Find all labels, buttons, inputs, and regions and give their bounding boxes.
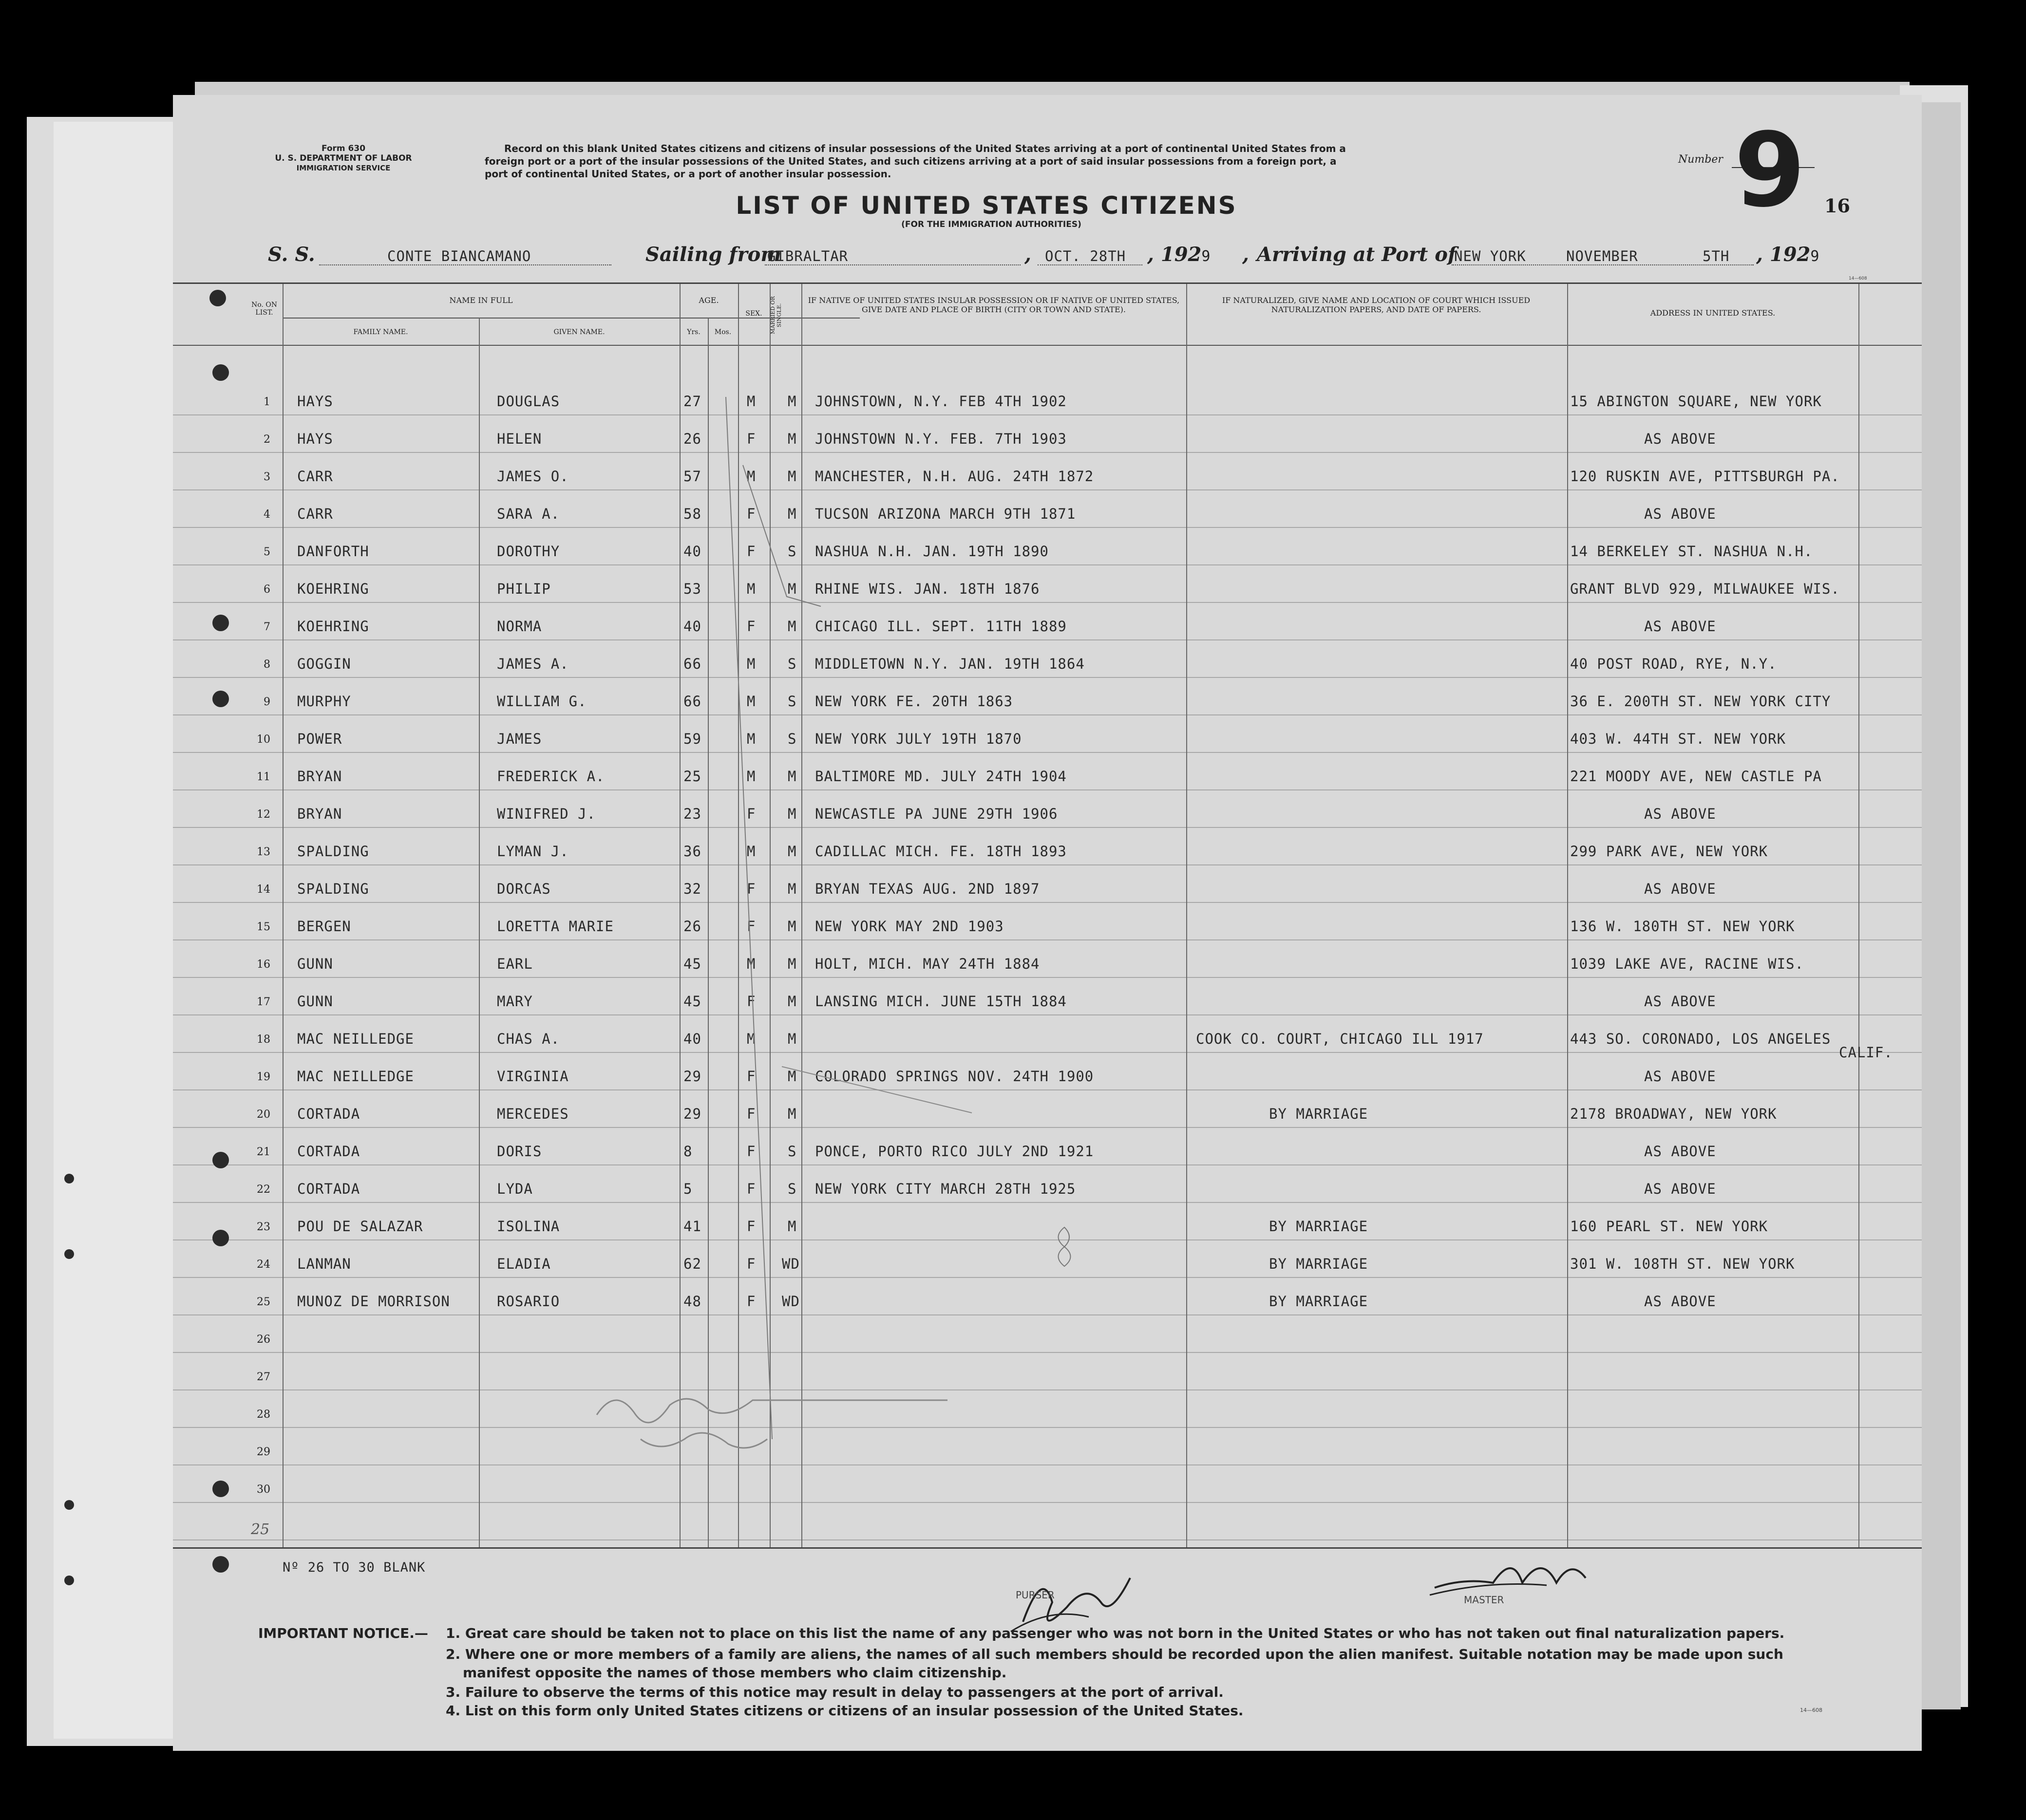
row-number: 16: [257, 958, 270, 971]
birth-info: JOHNSTOWN N.Y. FEB. 7TH 1903: [815, 431, 1067, 447]
punch-hole: [212, 1481, 229, 1497]
given-name: ELADIA: [497, 1256, 551, 1272]
family-name: SPALDING: [297, 881, 369, 897]
birth-info: HOLT, MICH. MAY 24TH 1884: [815, 956, 1040, 972]
row-number: 24: [257, 1258, 270, 1271]
family-name: KOEHRING: [297, 618, 369, 635]
arriving-label: Arriving at Port of: [1257, 243, 1457, 266]
row-number: 4: [264, 508, 270, 521]
family-name: GOGGIN: [297, 656, 351, 672]
sex: F: [747, 1293, 756, 1310]
blank-note: Nº 26 TO 30 BLANK: [283, 1560, 426, 1575]
row-number: 1: [264, 396, 270, 408]
page-title: LIST OF UNITED STATES CITIZENS: [736, 191, 1237, 220]
notice-item-2: 2. Where one or more members of a family are aliens, the names of all such members should be recorded upon the alien manifest. Suitable notation may be made upon such: [446, 1646, 1783, 1662]
sex: F: [747, 1181, 756, 1197]
row-number: 14: [257, 883, 270, 896]
family-name: LANMAN: [297, 1256, 351, 1272]
punch-hole: [212, 1152, 229, 1168]
sex: F: [747, 806, 756, 822]
marital-status: M: [788, 618, 797, 635]
sex: M: [747, 768, 756, 785]
row-number: 23: [257, 1221, 270, 1233]
header-age: AGE.: [699, 296, 719, 305]
family-name: SPALDING: [297, 843, 369, 860]
naturalization-info: BY MARRIAGE: [1269, 1218, 1368, 1235]
row-number: 12: [257, 808, 270, 821]
ss-label: S. S.: [268, 243, 315, 266]
sex: M: [747, 656, 756, 672]
age-years: 62: [683, 1256, 701, 1272]
voyage-line: S. S. CONTE BIANCAMANO Sailing from GIBRALTAR , OCT. 28TH , 1929 , Arriving at Port of NEW YORK NOVEMBER 5TH , 1929: [268, 243, 1819, 266]
sex: F: [747, 1218, 756, 1235]
marital-status: S: [788, 731, 797, 747]
sex: M: [747, 956, 756, 972]
notice-item-2-cont: manifest opposite the names of those members who claim citizenship.: [463, 1665, 1007, 1681]
given-name: DORIS: [497, 1143, 542, 1160]
birth-info: JOHNSTOWN, N.Y. FEB 4TH 1902: [815, 393, 1067, 410]
punch-hole: [212, 615, 229, 631]
arrival-port: NEW YORK: [1454, 248, 1526, 264]
sex: M: [747, 468, 756, 485]
family-name: BRYAN: [297, 768, 342, 785]
page-number: 16: [1824, 195, 1850, 217]
family-name: POWER: [297, 731, 342, 747]
sex: M: [747, 1031, 756, 1047]
given-name: NORMA: [497, 618, 542, 635]
form-number: Form 630: [321, 144, 366, 153]
given-name: VIRGINIA: [497, 1068, 569, 1085]
age-years: 29: [683, 1068, 701, 1085]
sailing-year-digit: 9: [1201, 248, 1211, 265]
family-name: MAC NEILLEDGE: [297, 1068, 414, 1085]
row-number: 19: [257, 1071, 270, 1083]
given-name: JAMES: [497, 731, 542, 747]
given-name: JAMES O.: [497, 468, 569, 485]
given-name: HELEN: [497, 431, 542, 447]
marital-status: M: [788, 581, 797, 597]
us-address: AS ABOVE: [1644, 1143, 1716, 1160]
given-name: LYDA: [497, 1181, 533, 1197]
birth-info: NASHUA N.H. JAN. 19TH 1890: [815, 543, 1049, 560]
birth-info: CHICAGO ILL. SEPT. 11TH 1889: [815, 618, 1067, 635]
notice-item-1: 1. Great care should be taken not to place on this list the name of any passenger who was not born in the United States or who has not taken out final naturalization papers.: [446, 1625, 1785, 1641]
given-name: SARA A.: [497, 506, 560, 522]
naturalization-info: COOK CO. COURT, CHICAGO ILL 1917: [1196, 1031, 1484, 1047]
header-birth: IF NATIVE OF UNITED STATES INSULAR POSSESSION OR IF NATIVE OF UNITED STATES, GIVE DATE AND PLACE OF BIRTH (CITY OR TOWN AND STATE).: [808, 296, 1180, 314]
us-address: AS ABOVE: [1644, 993, 1716, 1010]
age-years: 45: [683, 993, 701, 1010]
marital-status: M: [788, 918, 797, 935]
row-number: 29: [257, 1446, 270, 1458]
sailing-port: GIBRALTAR: [767, 248, 849, 264]
notice-item-4: 4. List on this form only United States citizens or citizens of an insular possession of the United States.: [446, 1703, 1244, 1719]
marital-status: M: [788, 956, 797, 972]
age-years: 26: [683, 918, 701, 935]
us-address: AS ABOVE: [1644, 431, 1716, 447]
sex: F: [747, 881, 756, 897]
arrival-year-prefix: 192: [1769, 243, 1811, 266]
age-years: 40: [683, 543, 701, 560]
given-name: WINIFRED J.: [497, 806, 596, 822]
sailing-date: OCT. 28TH: [1045, 248, 1126, 264]
number-label: Number: [1678, 153, 1723, 166]
age-years: 59: [683, 731, 701, 747]
family-name: KOEHRING: [297, 581, 369, 597]
sailing-year-prefix: 192: [1160, 243, 1202, 266]
marital-status: M: [788, 468, 797, 485]
us-address: AS ABOVE: [1644, 1068, 1716, 1085]
marital-status: S: [788, 1181, 797, 1197]
row-number: 6: [264, 583, 270, 596]
small-form-ref: 14—608: [1849, 276, 1867, 281]
birth-info: RHINE WIS. JAN. 18TH 1876: [815, 581, 1040, 597]
marital-status: M: [788, 881, 797, 897]
birth-info: NEW YORK JULY 19TH 1870: [815, 731, 1022, 747]
naturalization-info: BY MARRIAGE: [1269, 1293, 1368, 1310]
sex: F: [747, 993, 756, 1010]
family-name: CARR: [297, 506, 333, 522]
sailing-from-label: Sailing from: [645, 243, 781, 266]
family-name: CORTADA: [297, 1143, 360, 1160]
header-address: ADDRESS IN UNITED STATES.: [1650, 308, 1776, 318]
marital-status: M: [788, 1106, 797, 1122]
age-years: 26: [683, 431, 701, 447]
row-number: 10: [257, 733, 270, 746]
binder-hole: [64, 1174, 74, 1183]
us-address: 40 POST ROAD, RYE, N.Y.: [1570, 656, 1777, 672]
row-number: 30: [257, 1483, 270, 1496]
marital-status: M: [788, 431, 797, 447]
tally-note: 25: [251, 1521, 270, 1538]
us-address: 160 PEARL ST. NEW YORK: [1570, 1218, 1768, 1235]
marital-status: M: [788, 1068, 797, 1085]
sex: F: [747, 1068, 756, 1085]
birth-info: MANCHESTER, N.H. AUG. 24TH 1872: [815, 468, 1094, 485]
age-years: 40: [683, 618, 701, 635]
marital-status: S: [788, 656, 797, 672]
family-name: GUNN: [297, 956, 333, 972]
punch-hole: [212, 1230, 229, 1246]
row-number: 20: [257, 1108, 270, 1121]
master-label: MASTER: [1464, 1594, 1504, 1606]
us-address: 443 SO. CORONADO, LOS ANGELES: [1570, 1031, 1831, 1047]
us-address: 221 MOODY AVE, NEW CASTLE PA: [1570, 768, 1822, 785]
naturalization-info: BY MARRIAGE: [1269, 1106, 1368, 1122]
us-address: GRANT BLVD 929, MILWAUKEE WIS.: [1570, 581, 1840, 597]
birth-info: TUCSON ARIZONA MARCH 9TH 1871: [815, 506, 1076, 522]
age-years: 29: [683, 1106, 701, 1122]
us-address: 2178 BROADWAY, NEW YORK: [1570, 1106, 1777, 1122]
row-number: 5: [264, 546, 270, 558]
age-years: 53: [683, 581, 701, 597]
header-yrs: Yrs.: [687, 328, 701, 336]
header-naturalized: IF NATURALIZED, GIVE NAME AND LOCATION OF COURT WHICH ISSUED NATURALIZATION PAPERS, AND DATE OF PAPERS.: [1222, 296, 1531, 314]
given-name: DOUGLAS: [497, 393, 560, 410]
notice-item-3: 3. Failure to observe the terms of this notice may result in delay to passengers at the port of arrival.: [446, 1684, 1224, 1700]
family-name: MURPHY: [297, 693, 351, 710]
marital-status: M: [788, 506, 797, 522]
row-number: 2: [264, 433, 270, 446]
given-name: ROSARIO: [497, 1293, 560, 1310]
header-mos: Mos.: [714, 328, 732, 336]
instruction-line-3: port of continental United States, or a port of another insular possession.: [485, 168, 891, 180]
given-name: MERCEDES: [497, 1106, 569, 1122]
marital-status: S: [788, 693, 797, 710]
age-years: 32: [683, 881, 701, 897]
us-address: 120 RUSKIN AVE, PITTSBURGH PA.: [1570, 468, 1840, 485]
birth-info: COLORADO SPRINGS NOV. 24TH 1900: [815, 1068, 1094, 1085]
binder-hole: [64, 1576, 74, 1585]
header-family-name: FAMILY NAME.: [353, 328, 408, 336]
row-number: 26: [257, 1333, 270, 1346]
naturalization-info: BY MARRIAGE: [1269, 1256, 1368, 1272]
us-address: AS ABOVE: [1644, 1181, 1716, 1197]
age-years: 40: [683, 1031, 701, 1047]
ship-name: CONTE BIANCAMANO: [387, 248, 531, 264]
sex: M: [747, 581, 756, 597]
row-number: 21: [257, 1146, 270, 1158]
marital-status: M: [788, 393, 797, 410]
age-years: 45: [683, 956, 701, 972]
row-number: 18: [257, 1033, 270, 1046]
marital-status: WD: [782, 1256, 800, 1272]
birth-info: BRYAN TEXAS AUG. 2ND 1897: [815, 881, 1040, 897]
binder-hole: [64, 1500, 74, 1510]
marital-status: M: [788, 993, 797, 1010]
family-name: MAC NEILLEDGE: [297, 1031, 414, 1047]
marital-status: S: [788, 1143, 797, 1160]
dept-line-1: U. S. DEPARTMENT OF LABOR: [275, 153, 412, 163]
us-address: AS ABOVE: [1644, 506, 1716, 522]
row-number: 25: [257, 1296, 270, 1308]
sex: F: [747, 918, 756, 935]
header-given-name: GIVEN NAME.: [553, 328, 605, 336]
page-subtitle: (FOR THE IMMIGRATION AUTHORITIES): [901, 220, 1081, 229]
row-number: 8: [264, 658, 270, 671]
given-name: CHAS A.: [497, 1031, 560, 1047]
sex: F: [747, 1143, 756, 1160]
birth-info: NEW YORK FE. 20TH 1863: [815, 693, 1013, 710]
us-address: AS ABOVE: [1644, 1293, 1716, 1310]
binder-hole: [64, 1249, 74, 1259]
given-name: FREDERICK A.: [497, 768, 605, 785]
family-name: MUNOZ DE MORRISON: [297, 1293, 450, 1310]
given-name: DORCAS: [497, 881, 551, 897]
us-address: 299 PARK AVE, NEW YORK: [1570, 843, 1768, 860]
birth-info: NEWCASTLE PA JUNE 29TH 1906: [815, 806, 1058, 822]
us-address: 1039 LAKE AVE, RACINE WIS.: [1570, 956, 1804, 972]
given-name: LORETTA MARIE: [497, 918, 614, 935]
birth-info: NEW YORK CITY MARCH 28TH 1925: [815, 1181, 1076, 1197]
row-number: 28: [257, 1408, 270, 1421]
given-name: WILLIAM G.: [497, 693, 587, 710]
marital-status: M: [788, 843, 797, 860]
header-married-single: MARRIED OR SINGLE.: [770, 296, 782, 335]
marital-status: M: [788, 1218, 797, 1235]
family-name: POU DE SALAZAR: [297, 1218, 423, 1235]
birth-info: BALTIMORE MD. JULY 24TH 1904: [815, 768, 1067, 785]
birth-info: MIDDLETOWN N.Y. JAN. 19TH 1864: [815, 656, 1085, 672]
punch-hole: [212, 691, 229, 707]
family-name: CARR: [297, 468, 333, 485]
age-years: 23: [683, 806, 701, 822]
given-name: PHILIP: [497, 581, 551, 597]
row-number: 17: [257, 996, 270, 1008]
sex: M: [747, 393, 756, 410]
sex: M: [747, 843, 756, 860]
punch-hole: [212, 364, 229, 381]
given-name: EARL: [497, 956, 533, 972]
sex: M: [747, 731, 756, 747]
age-years: 25: [683, 768, 701, 785]
sex: M: [747, 693, 756, 710]
header-no: No. ON LIST.: [251, 301, 278, 317]
birth-info: PONCE, PORTO RICO JULY 2ND 1921: [815, 1143, 1094, 1160]
us-address: AS ABOVE: [1644, 618, 1716, 635]
row-number: 15: [257, 921, 270, 933]
age-years: 5: [683, 1181, 693, 1197]
marital-status: M: [788, 768, 797, 785]
age-years: 66: [683, 656, 701, 672]
given-name: JAMES A.: [497, 656, 569, 672]
manifest-page: [173, 95, 1922, 1751]
sex: F: [747, 1256, 756, 1272]
marital-status: WD: [782, 1293, 800, 1310]
birth-info: LANSING MICH. JUNE 15TH 1884: [815, 993, 1067, 1010]
age-years: 36: [683, 843, 701, 860]
us-address: 136 W. 180TH ST. NEW YORK: [1570, 918, 1795, 935]
us-address: 14 BERKELEY ST. NASHUA N.H.: [1570, 543, 1813, 560]
arrival-day: 5TH: [1703, 248, 1730, 264]
row-number: 13: [257, 846, 270, 858]
family-name: HAYS: [297, 431, 333, 447]
notice-heading: IMPORTANT NOTICE.—: [258, 1625, 428, 1641]
given-name: DOROTHY: [497, 543, 560, 560]
sex: F: [747, 431, 756, 447]
instruction-line-2: foreign port or a port of the insular possessions of the United States, and such citizens arriving at a port of said insular possessions from a foreign port, a: [485, 155, 1337, 167]
sex: F: [747, 543, 756, 560]
us-address: 301 W. 108TH ST. NEW YORK: [1570, 1256, 1795, 1272]
purser-label: PURSER: [1016, 1589, 1055, 1601]
dept-line-2: IMMIGRATION SERVICE: [296, 164, 391, 172]
marital-status: M: [788, 806, 797, 822]
family-name: CORTADA: [297, 1181, 360, 1197]
binder-strip-inner: [54, 122, 180, 1739]
family-name: BRYAN: [297, 806, 342, 822]
family-name: GUNN: [297, 993, 333, 1010]
manifest-number: 9: [1734, 111, 1806, 230]
age-years: 27: [683, 393, 701, 410]
family-name: CORTADA: [297, 1106, 360, 1122]
notice-ref: 14—608: [1800, 1707, 1822, 1713]
given-name: MARY: [497, 993, 533, 1010]
handwriting-overlay: [173, 95, 1922, 1751]
family-name: DANFORTH: [297, 543, 369, 560]
age-years: 48: [683, 1293, 701, 1310]
age-years: 66: [683, 693, 701, 710]
age-years: 41: [683, 1218, 701, 1235]
age-years: 57: [683, 468, 701, 485]
row-number: 11: [257, 771, 270, 783]
family-name: HAYS: [297, 393, 333, 410]
row-number: 9: [264, 696, 270, 708]
marital-status: S: [788, 543, 797, 560]
us-address: 36 E. 200TH ST. NEW YORK CITY: [1570, 693, 1831, 710]
header-sex: SEX.: [745, 310, 762, 318]
row-number: 22: [257, 1183, 270, 1196]
us-address: AS ABOVE: [1644, 806, 1716, 822]
row-number: 3: [264, 471, 270, 483]
age-years: 58: [683, 506, 701, 522]
marital-status: M: [788, 1031, 797, 1047]
punch-hole: [212, 1556, 229, 1573]
family-name: BERGEN: [297, 918, 351, 935]
punch-hole: [209, 290, 226, 306]
us-address-line-2: CALIF.: [1839, 1044, 1893, 1061]
birth-info: CADILLAC MICH. FE. 18TH 1893: [815, 843, 1067, 860]
us-address: 403 W. 44TH ST. NEW YORK: [1570, 731, 1786, 747]
birth-info: NEW YORK MAY 2ND 1903: [815, 918, 1004, 935]
us-address: 15 ABINGTON SQUARE, NEW YORK: [1570, 393, 1822, 410]
header-name-in-full: NAME IN FULL: [449, 296, 513, 305]
arrival-month: NOVEMBER: [1566, 248, 1638, 264]
row-number: 7: [264, 621, 270, 633]
sex: F: [747, 506, 756, 522]
given-name: ISOLINA: [497, 1218, 560, 1235]
us-address: AS ABOVE: [1644, 881, 1716, 897]
age-years: 8: [683, 1143, 693, 1160]
arrival-year-digit: 9: [1810, 248, 1819, 265]
sex: F: [747, 1106, 756, 1122]
sex: F: [747, 618, 756, 635]
given-name: LYMAN J.: [497, 843, 569, 860]
instruction-line-1: Record on this blank United States citizens and citizens of insular possessions of the United States arriving at a port of continental United States from a: [504, 143, 1346, 154]
row-number: 27: [257, 1371, 270, 1383]
